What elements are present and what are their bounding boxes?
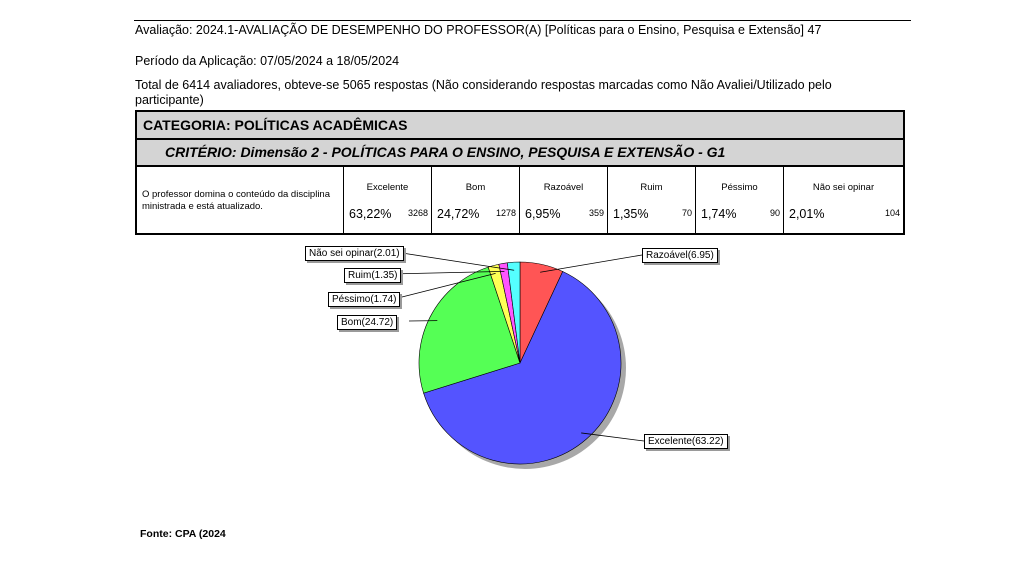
leader-line [540, 255, 642, 272]
category-header: CATEGORIA: POLÍTICAS ACADÊMICAS [137, 112, 903, 140]
option-percent: 1,74% [701, 207, 737, 221]
option-label: Não sei opinar [812, 182, 875, 193]
option-count: 90 [769, 208, 780, 218]
option-count: 359 [588, 208, 604, 218]
criterion-header: CRITÉRIO: Dimensão 2 - POLÍTICAS PARA O ENSINO, PESQUISA E EXTENSÃO - G1 [137, 140, 903, 167]
application-period: Período da Aplicação: 07/05/2024 a 18/05/2024 [135, 54, 400, 68]
option-count: 3268 [407, 208, 428, 218]
option-label: Razoável [543, 182, 584, 193]
callout-nao-sei-opinar: Não sei opinar(2.01) [305, 246, 404, 261]
option-count: 1278 [495, 208, 516, 218]
option-label: Bom [465, 182, 486, 193]
callout-bom: Bom(24.72) [337, 315, 397, 330]
evaluation-title: Avaliação: 2024.1-AVALIAÇÃO DE DESEMPENHO DO PROFESSOR(A) [Políticas para o Ensino, Pesquisa e Extensão] 47 [135, 23, 822, 37]
option-label: Ruim [640, 182, 663, 193]
option-percent: 63,22% [349, 207, 392, 221]
leader-line [402, 253, 514, 270]
option-percent: 6,95% [525, 207, 561, 221]
option-percent: 24,72% [437, 207, 480, 221]
respondents-total: Total de 6414 avaliadores, obteve-se 5065 respostas (Não considerando respostas marcadas como Não Avaliei/Utilizado pelo participante) [135, 78, 832, 107]
callout-razoavel: Razoável(6.95) [642, 248, 718, 263]
option-count: 70 [681, 208, 692, 218]
callout-pessimo: Péssimo(1.74) [328, 292, 400, 307]
option-label: Excelente [366, 182, 409, 193]
callout-excelente: Excelente(63.22) [644, 434, 728, 449]
source-note: Fonte: CPA (2024 [140, 528, 226, 540]
callout-ruim: Ruim(1.35) [344, 268, 401, 283]
option-label: Péssimo [721, 182, 758, 193]
option-percent: 1,35% [613, 207, 649, 221]
option-percent: 2,01% [789, 207, 825, 221]
option-count: 104 [884, 208, 900, 218]
question-text: O professor domina o conteúdo da disciplina ministrada e está atualizado. [137, 167, 344, 233]
